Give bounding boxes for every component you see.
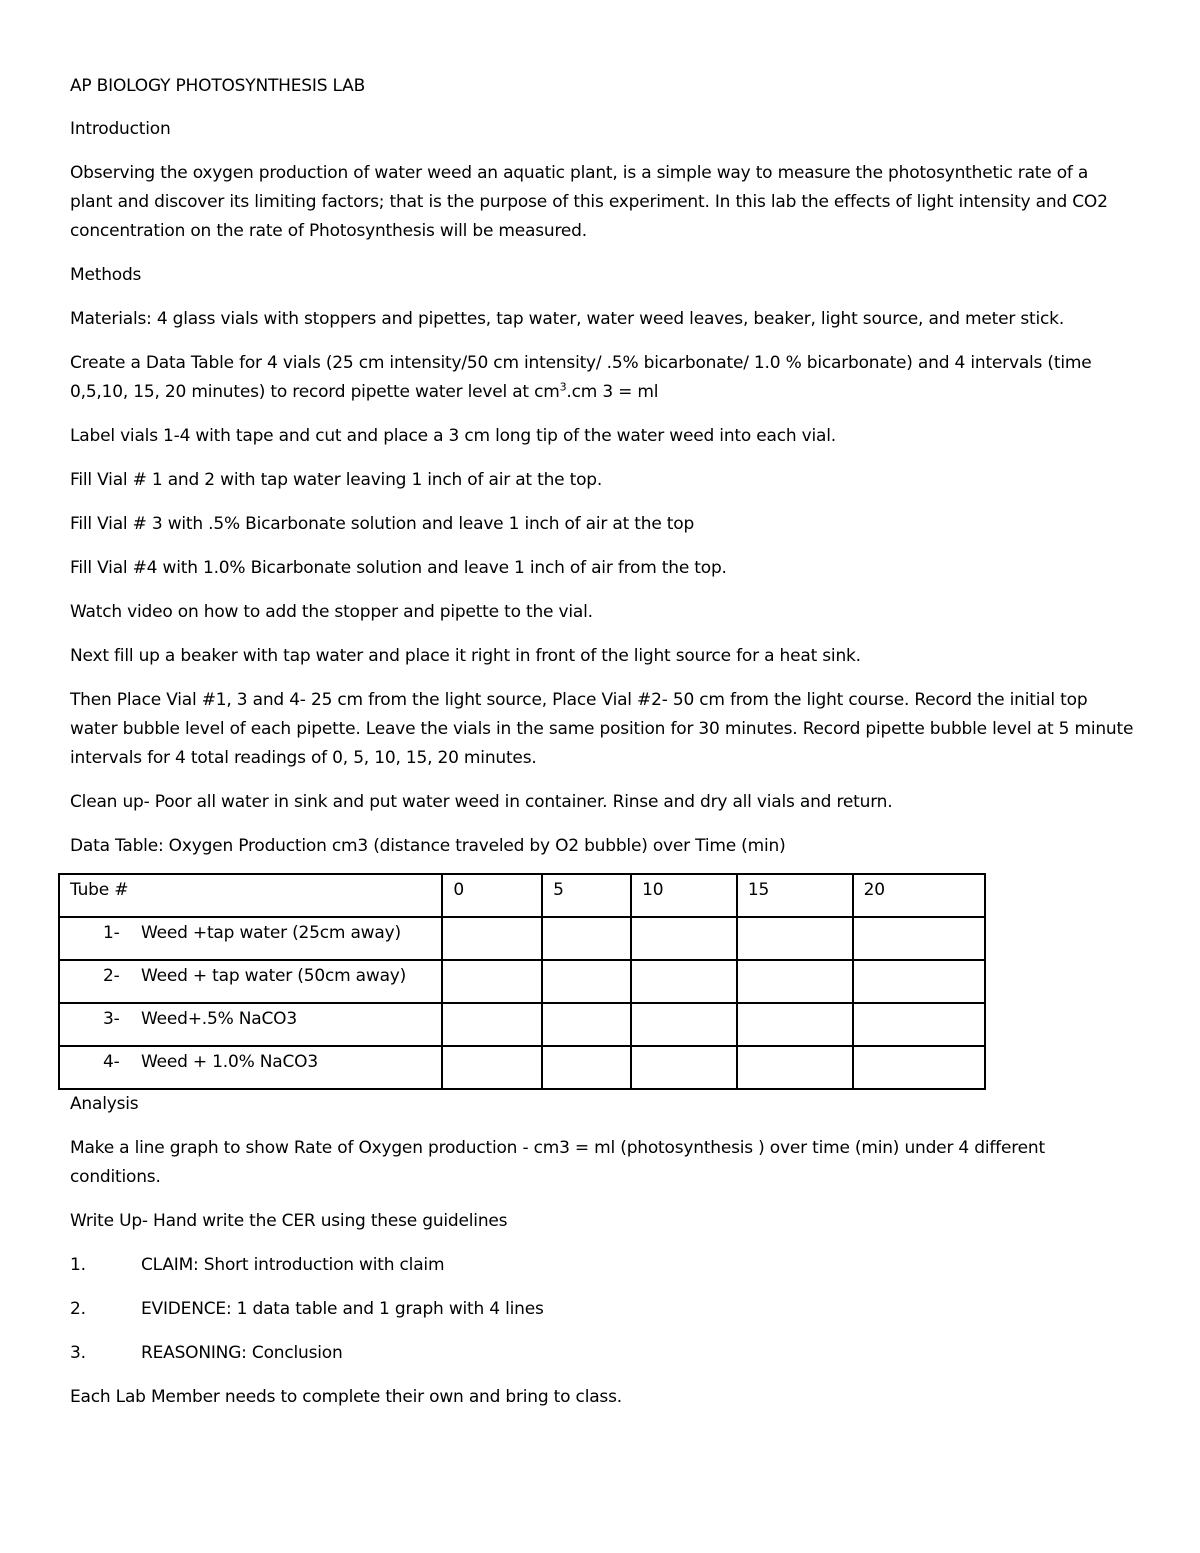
table-row xyxy=(59,960,985,1003)
table-header-cell: 0 xyxy=(442,874,542,917)
row-number: 1- xyxy=(103,923,120,943)
write-up-text: Write Up- Hand write the CER using these guidelines xyxy=(70,1211,508,1231)
method-step: Fill Vial # 3 with .5% Bicarbonate solution and leave 1 inch of air at the top xyxy=(70,514,695,534)
table-cell xyxy=(442,1046,542,1089)
cer-item-text: EVIDENCE: 1 data table and 1 graph with 4 lines xyxy=(141,1299,544,1319)
cer-item-text: CLAIM: Short introduction with claim xyxy=(141,1255,445,1275)
table-row xyxy=(59,1046,985,1089)
table-cell xyxy=(542,1046,631,1089)
table-row-label-cell xyxy=(59,917,442,960)
row-number: 4- xyxy=(103,1052,120,1072)
data-table-caption: Data Table: Oxygen Production cm3 (distance traveled by O2 bubble) over Time (min) xyxy=(70,836,786,856)
method-step: Label vials 1-4 with tape and cut and place a 3 cm long tip of the water weed into each vial. xyxy=(70,426,837,446)
table-cell xyxy=(542,960,631,1003)
method-step: Fill Vial #4 with 1.0% Bicarbonate solution and leave 1 inch of air from the top. xyxy=(70,558,727,578)
method-step: Watch video on how to add the stopper and pipette to the vial. xyxy=(70,602,593,622)
table-cell xyxy=(737,1046,853,1089)
table-row-label-cell xyxy=(59,1046,442,1089)
table-header-cell: 15 xyxy=(737,874,853,917)
method-step: Then Place Vial #1, 3 and 4- 25 cm from the light source, Place Vial #2- 50 cm from the light course. Record the initial top water bubble level of each pipette. Leave the vials in the same position for 30 minutes. Record pipette bubble level at 5 minute intervals for 4 total readings of 0, 5, 10, 15, 20 minutes. xyxy=(70,690,1134,768)
row-label: Weed + tap water (50cm away) xyxy=(141,966,407,986)
introduction-text: Observing the oxygen production of water weed an aquatic plant, is a simple way to measure the photosynthetic rate of a plant and discover its limiting factors; that is the purpose of this experiment. In this lab the effects of light intensity and CO2 concentration on the rate of Photosynthesis will be measured. xyxy=(70,163,1108,241)
create-table-text: Create a Data Table for 4 vials (25 cm intensity/50 cm intensity/ .5% bicarbonate/ 1.0 % bicarbonate) and 4 intervals (time 0,5,10, 15, 20 minutes) to record pipette water level at cm xyxy=(70,353,1092,402)
table-header-cell: 10 xyxy=(631,874,737,917)
cer-item-text: REASONING: Conclusion xyxy=(141,1343,343,1363)
document-title: AP BIOLOGY PHOTOSYNTHESIS LAB xyxy=(70,76,366,96)
data-table xyxy=(58,873,986,1090)
cer-item xyxy=(70,1339,1135,1368)
table-header-cell: 20 xyxy=(853,874,985,917)
method-step: Next fill up a beaker with tap water and place it right in front of the light source for a heat sink. xyxy=(70,646,861,666)
cer-item-number: 2. xyxy=(70,1299,86,1319)
table-row-label-cell xyxy=(59,960,442,1003)
table-cell xyxy=(737,917,853,960)
table-cell xyxy=(853,1046,985,1089)
closing-text: Each Lab Member needs to complete their own and bring to class. xyxy=(70,1387,622,1407)
cer-item xyxy=(70,1251,1135,1280)
table-cell xyxy=(853,960,985,1003)
method-step: Clean up- Poor all water in sink and put water weed in container. Rinse and dry all vials and return. xyxy=(70,792,893,812)
table-cell xyxy=(737,1003,853,1046)
materials-text: Materials: 4 glass vials with stoppers and pipettes, tap water, water weed leaves, beaker, light source, and meter stick. xyxy=(70,309,1065,329)
row-label: Weed +tap water (25cm away) xyxy=(141,923,401,943)
table-cell xyxy=(631,960,737,1003)
table-cell xyxy=(631,1003,737,1046)
table-header-row xyxy=(59,874,985,917)
table-cell xyxy=(542,917,631,960)
table-header-cell: Tube # xyxy=(59,874,442,917)
table-cell xyxy=(853,1003,985,1046)
cer-item-number: 1. xyxy=(70,1255,86,1275)
analysis-text: Make a line graph to show Rate of Oxygen production - cm3 = ml (photosynthesis ) over time (min) under 4 different conditions. xyxy=(70,1138,1045,1187)
analysis-heading: Analysis xyxy=(70,1094,139,1114)
table-header-cell: 5 xyxy=(542,874,631,917)
method-step: Fill Vial # 1 and 2 with tap water leaving 1 inch of air at the top. xyxy=(70,470,603,490)
create-table-unit-text: .cm 3 = ml xyxy=(566,382,659,402)
row-label: Weed + 1.0% NaCO3 xyxy=(141,1052,318,1072)
table-cell xyxy=(542,1003,631,1046)
table-cell xyxy=(631,1046,737,1089)
document-body xyxy=(70,72,1135,1427)
table-cell xyxy=(442,1003,542,1046)
table-row xyxy=(59,917,985,960)
table-cell xyxy=(737,960,853,1003)
table-cell xyxy=(853,917,985,960)
table-row-label-cell xyxy=(59,1003,442,1046)
table-row xyxy=(59,1003,985,1046)
row-number: 2- xyxy=(103,966,120,986)
create-table-instruction xyxy=(70,349,1135,407)
table-cell xyxy=(631,917,737,960)
table-cell xyxy=(442,960,542,1003)
row-number: 3- xyxy=(103,1009,120,1029)
methods-heading: Methods xyxy=(70,265,142,285)
cer-item xyxy=(70,1295,1135,1324)
introduction-heading: Introduction xyxy=(70,119,171,139)
cer-item-number: 3. xyxy=(70,1343,86,1363)
table-cell xyxy=(442,917,542,960)
row-label: Weed+.5% NaCO3 xyxy=(141,1009,297,1029)
cubed-superscript: 3 xyxy=(559,380,567,394)
